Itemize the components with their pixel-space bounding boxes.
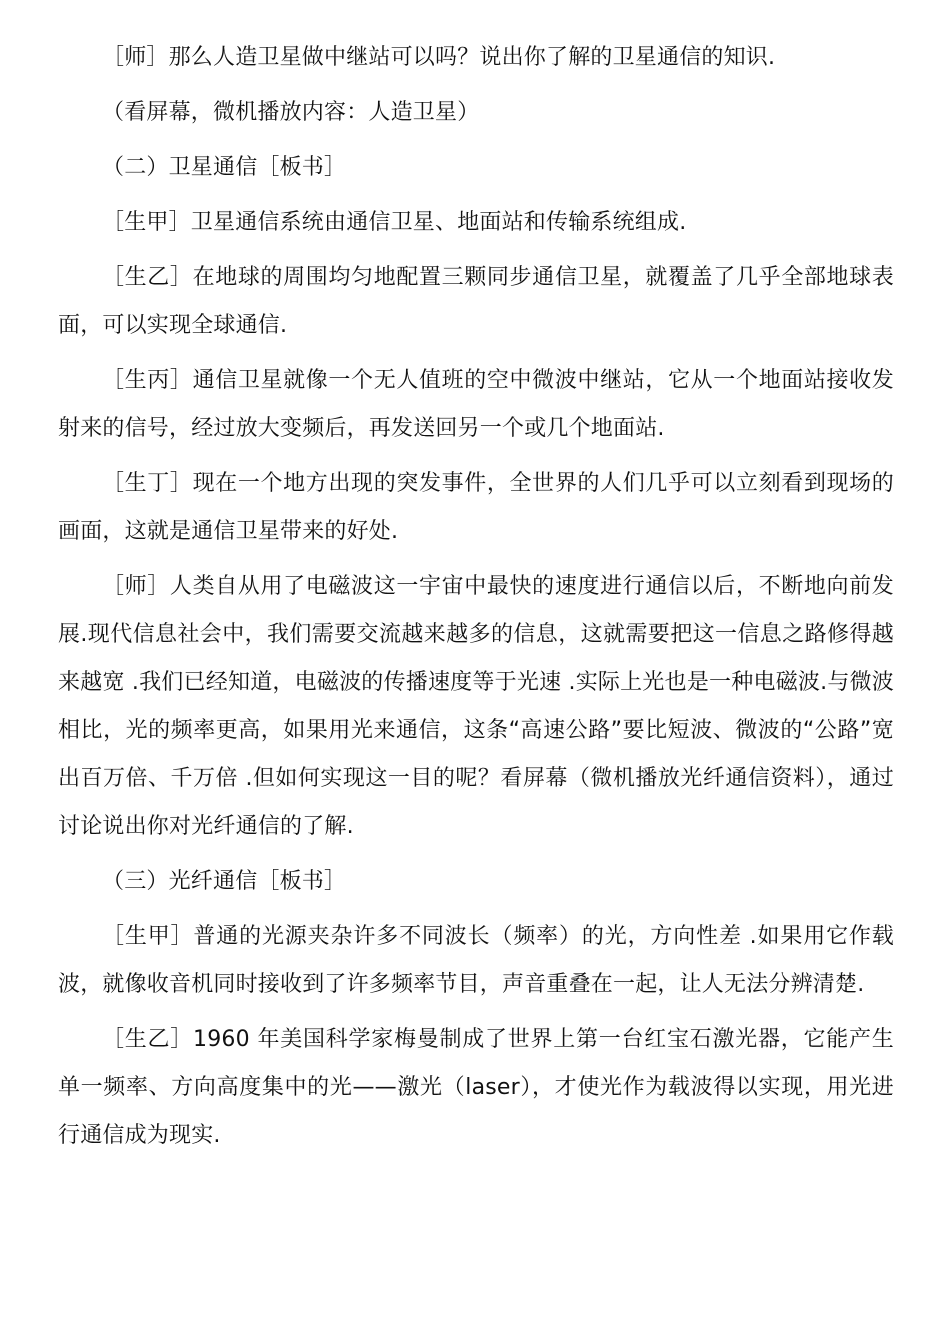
paragraph-student-a-satellite: ［生甲］卫星通信系统由通信卫星、地面站和传输系统组成. [102, 210, 687, 235]
section-heading-fiber-communication: （三）光纤通信［板书］ [102, 869, 347, 894]
paragraph-student-d-satellite: ［生丁］现在一个地方出现的突发事件，全世界的人们几乎可以立刻看到现场的画面，这就是通信卫星带来的好处. [58, 471, 894, 544]
section-heading-satellite-communication: （二）卫星通信［板书］ [102, 155, 347, 180]
document-page [58, 34, 894, 1167]
paragraph-student-a-fiber: ［生甲］普通的光源夹杂许多不同波长（频率）的光，方向性差 .如果用它作载波，就像收音机同时接收到了许多频率节目，声音重叠在一起，让人无法分辨清楚. [58, 924, 894, 997]
paragraph-teacher-light-communication: ［师］人类自从用了电磁波这一宇宙中最快的速度进行通信以后，不断地向前发展.现代信息社会中，我们需要交流越来越多的信息，这就需要把这一信息之路修得越来越宽 .我们已经知道，电磁波的传播速度等于光速 .实际上光也是一种电磁波.与微波相比，光的频率更高，如果用光来通信，这条“高速公路”要比短波、微波的“公路”宽出百万倍、千万倍 .但如何实现这一目的呢？看屏幕（微机播放光纤通信资料），通过讨论说出你对光纤通信的了解. [58, 574, 894, 839]
paragraph-student-c-satellite: ［生丙］通信卫星就像一个无人值班的空中微波中继站，它从一个地面站接收发射来的信号，经过放大变频后，再发送回另一个或几个地面站. [58, 368, 894, 441]
paragraph-screen-note-satellite: （看屏幕，微机播放内容：人造卫星） [102, 100, 480, 125]
paragraph-student-b-satellite: ［生乙］在地球的周围均匀地配置三颗同步通信卫星，就覆盖了几乎全部地球表面，可以实现全球通信. [58, 265, 894, 338]
paragraph-student-b-laser: ［生乙］1960 年美国科学家梅曼制成了世界上第一台红宝石激光器，它能产生单一频率、方向高度集中的光——激光（laser），才使光作为载波得以实现，用光进行通信成为现实. [58, 1027, 894, 1148]
paragraph-teacher-question: ［师］那么人造卫星做中继站可以吗？说出你了解的卫星通信的知识. [102, 45, 776, 70]
